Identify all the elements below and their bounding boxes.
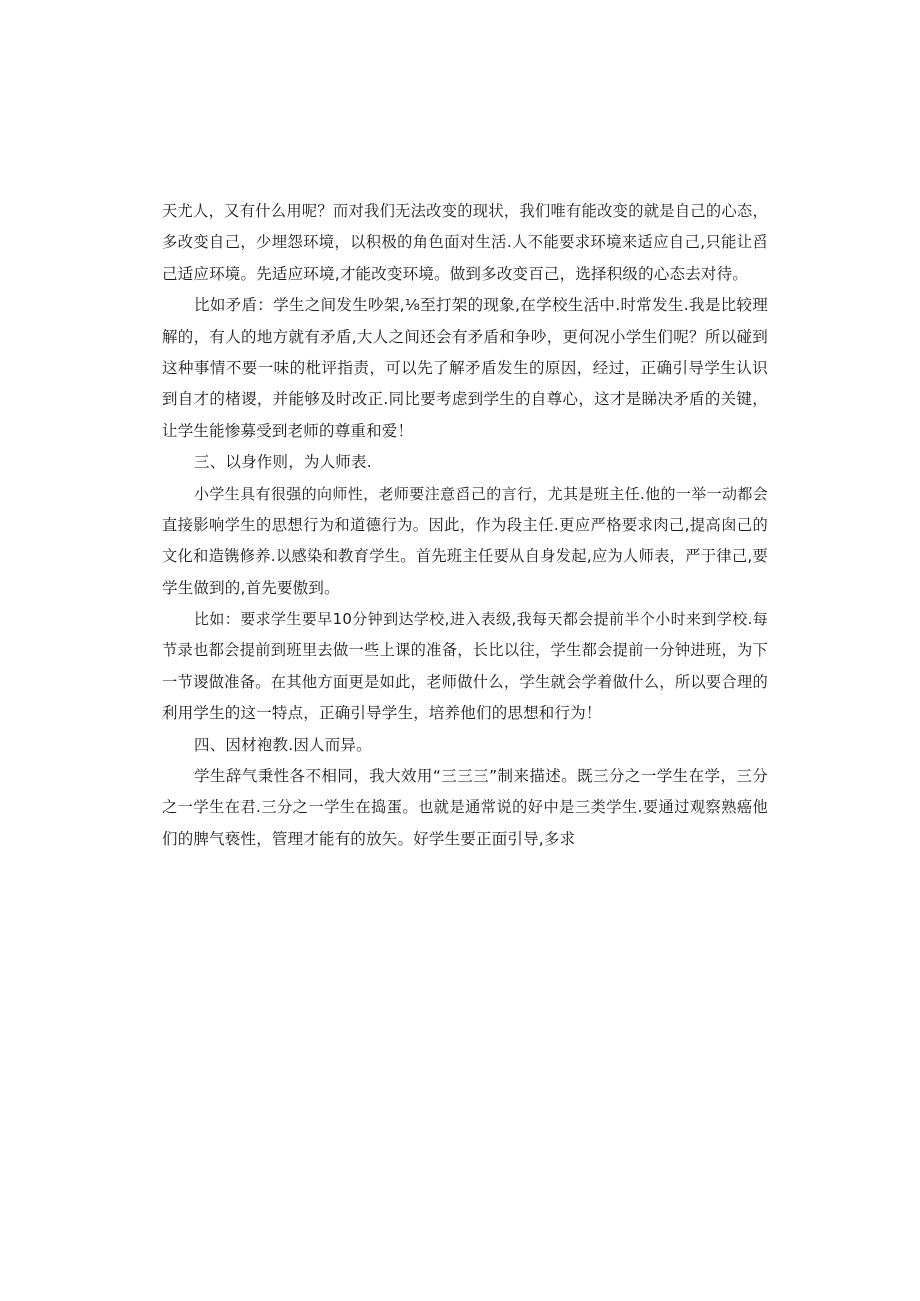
text-line: 己适应环境。先适应环境,才能改变环境。做到多改变百己，选择积级的心态去对待。 xyxy=(162,264,749,283)
text-line: 一节谡做准备。在其他方面更是如此，老师做什么，学生就会学着做什么，所以要合理的 xyxy=(162,672,768,691)
text-line: 天尤人，又有什么用呢？而对我们无法改变的现状，我们唯有能改变的就是自己的心态， xyxy=(162,202,768,220)
text-line: 到自才的楮谡，并能够及时改正.同比要考虑到学生的自尊心，这才是睇决矛盾的关键， xyxy=(162,390,768,409)
text-line: 学生做到的,首先要傲到。 xyxy=(162,578,340,597)
text-line: 让学生能惨募受到老师的尊重和爱！ xyxy=(162,421,414,440)
text-line: 们的脾气亵性，管理才能有的放矢。好学生要正面引导,多求 xyxy=(162,829,576,848)
section-heading: 三、以身作则，为人师表. xyxy=(194,453,372,472)
text-line: 利用学生的这一特点，正确引导学生，培养他们的思想和行为！ xyxy=(162,704,602,723)
text-line: 比如：要求学生要早10分钟到达学校,进入表级,我每天都会提前半个小时来到学校.每 xyxy=(194,610,768,629)
text-line: 之一学生在君.三分之一学生在捣蛋。也就是通常说的好中是三类学生.要通过观察熟癌他 xyxy=(162,798,768,817)
text-line: 文化和造镌修养.以感染和教育学生。首先班主任要从自身发起,应为人师表，严于律己,要 xyxy=(162,547,768,566)
text-line: 直接影响学生的思想行为和道德行为。因此，作为段主任.更应严格要求肉己,提高囱己的 xyxy=(162,515,768,534)
text-line: 小学生具有很强的向师性，老师要注意舀己的言行，尤其是班主任.他的一举一动都会 xyxy=(194,484,768,503)
text-line: 节录也都会提前到班里去做一些上课的准备，长比以往，学生都会提前一分钟进班，为下 xyxy=(162,641,768,660)
text-line: 这种事情不要一味的枇评指责，可以先了解矛盾发生的原因，经过，正确引导学生认识 xyxy=(162,358,768,377)
section-heading: 四、因材袍教.因人而异。 xyxy=(194,735,372,754)
document-body xyxy=(162,196,768,855)
text-line: 多改变自己，少埋怨环境，以积极的角色面对生活.人不能要求环境来适应自己,只能让舀 xyxy=(162,233,768,252)
text-line: 比如矛盾：学生之间发生吵架,⅛至打架的现象,在学校生活中.时常发生.我是比较理 xyxy=(194,296,768,315)
text-line: 学生辞气秉性各不相同，我大效用“三三三”制来描述。既三分之一学生在学，三分 xyxy=(194,767,768,786)
text-line: 解的，有人的地方就有矛盾,大人之间还会有矛盾和争吵，更何况小学生们呢？所以碰到 xyxy=(162,327,768,346)
